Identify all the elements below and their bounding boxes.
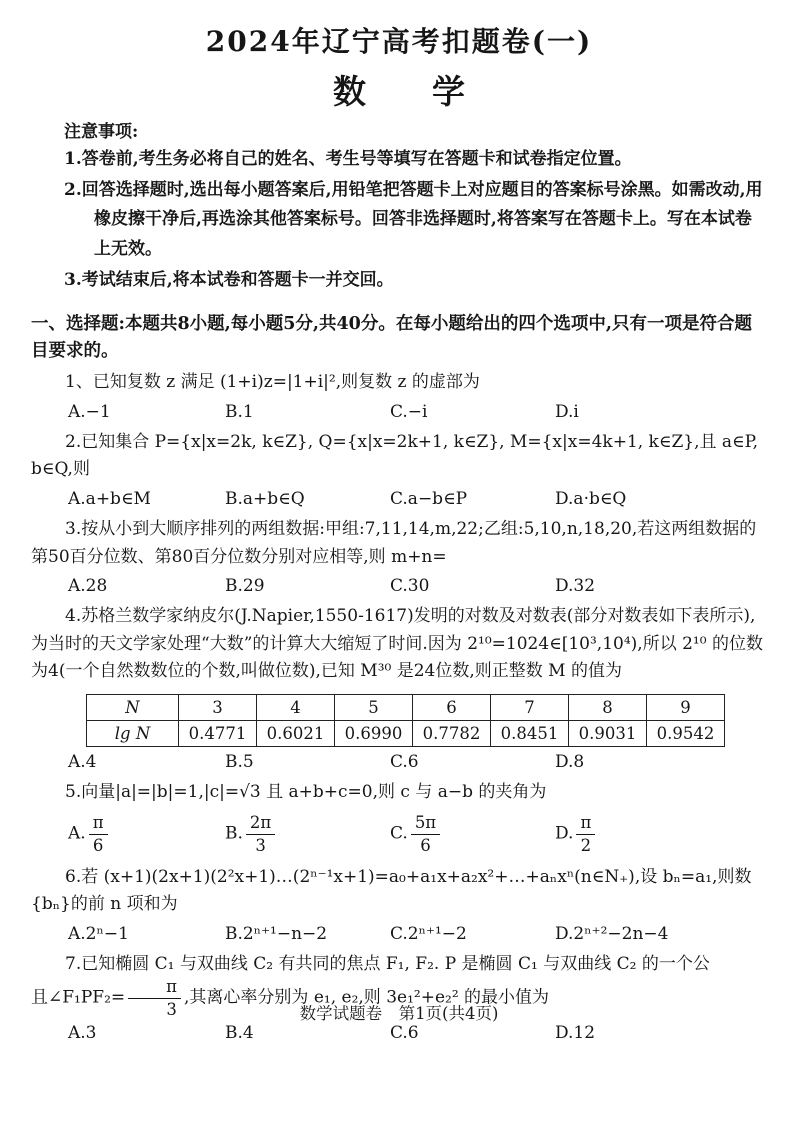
option-label: C. — [390, 823, 408, 844]
table-cell: 0.6021 — [257, 720, 335, 746]
q5-option-a — [68, 814, 225, 854]
q2-option-c: C.a−b∈P — [390, 489, 468, 510]
question-7-options — [31, 1023, 767, 1043]
table-cell: 3 — [179, 694, 257, 720]
table-cell: 6 — [413, 694, 491, 720]
notice-item-1: 1.答卷前,考生务必将自己的姓名、考生号等填写在答题卡和试卷指定位置。 — [64, 149, 632, 169]
question-2-options — [31, 489, 767, 509]
q6-option-a: A.2ⁿ−1 — [68, 923, 129, 944]
q1-option-a: A.−1 — [68, 401, 111, 422]
q5-option-b — [225, 814, 390, 854]
q3-option-c: C.30 — [390, 576, 430, 597]
page-title: 2024年辽宁高考扣题卷(一) — [205, 25, 593, 58]
q7-stem-line1: 7.已知椭圆 C₁ 与双曲线 C₂ 有共同的焦点 F₁, F₂. P 是椭圆 C₁ 与双曲线 C₂ 的一个公 — [65, 953, 710, 974]
fraction: $\frac{5\pi}{6}$ — [411, 814, 440, 854]
question-3-options — [31, 576, 767, 596]
q5-option-c — [390, 814, 555, 854]
question-6-stem: 6.若 (x+1)(2x+1)(2²x+1)…(2ⁿ⁻¹x+1)=a₀+a₁x+a₂x²+…+aₙxⁿ(n∈N₊),设 bₙ=a₁,则数{bₙ}的前 n 项和为 — [31, 866, 752, 915]
table-cell: N — [87, 694, 179, 720]
question-4-stem: 4.苏格兰数学家纳皮尔(J.Napier,1550-1617)发明的对数及对数表(部分对数表如下表所示),为当时的天文学家处理“大数”的计算大大缩短了时间.因为 2¹⁰=1024∈[10³,10⁴),所以 2¹⁰ 的位数为4(一个自然数数位的个数,叫做位数),已知 M³⁰ 是24位数,则正整数 M 的值为 — [31, 606, 763, 682]
q2-option-a: A.a+b∈M — [68, 489, 151, 510]
q1-option-b: B.1 — [225, 401, 254, 422]
q3-option-b: B.29 — [225, 576, 265, 597]
q5-option-d — [555, 814, 767, 854]
question-1-stem: 1、已知复数 z 满足 (1+i)z=|1+i|²,则复数 z 的虚部为 — [65, 372, 480, 393]
option-label: D. — [555, 823, 574, 844]
q6-option-c: C.2ⁿ⁺¹−2 — [390, 923, 467, 944]
option-label: A. — [68, 823, 86, 844]
q3-option-d: D.32 — [555, 576, 596, 597]
table-cell: 0.8451 — [491, 720, 569, 746]
q6-option-b: B.2ⁿ⁺¹−n−2 — [225, 923, 328, 944]
q4-option-d: D.8 — [555, 751, 585, 772]
table-cell: 5 — [335, 694, 413, 720]
q4-option-a: A.4 — [68, 751, 97, 772]
log-table — [86, 694, 725, 747]
fraction: $\frac{\pi}{3}$ — [128, 978, 181, 1018]
q3-option-a: A.28 — [68, 576, 108, 597]
q7-option-c: C.6 — [390, 1023, 419, 1044]
table-cell: 0.4771 — [179, 720, 257, 746]
question-1-options — [31, 402, 767, 422]
q7-option-b: B.4 — [225, 1023, 254, 1044]
q4-option-c: C.6 — [390, 751, 419, 772]
table-cell: 4 — [257, 694, 335, 720]
section-1-heading: 一、选择题:本题共8小题,每小题5分,共40分。在每小题给出的四个选项中,只有一项是符合题目要求的。 — [31, 314, 752, 362]
notice-item-2: 2.回答选择题时,选出每小题答案后,用铅笔把答题卡上对应题目的答案标号涂黑。如需改动,用橡皮擦干净后,再选涂其他答案标号。回答非选择题时,将答案写在答题卡上。写在本试卷上无效。 — [64, 180, 763, 259]
subject-title: 数 学 — [333, 72, 465, 111]
table-cell: 0.9542 — [647, 720, 725, 746]
log-table-value-row — [87, 720, 725, 746]
notice-item-3: 3.考试结束后,将本试卷和答题卡一并交回。 — [64, 269, 394, 290]
question-5-options — [31, 814, 767, 854]
q2-option-d: D.a·b∈Q — [555, 489, 627, 510]
log-table-header-row — [87, 694, 725, 720]
table-cell: 8 — [569, 694, 647, 720]
fraction: $\frac{\pi}{2}$ — [576, 814, 595, 854]
q7-stem-line2-pre: 且∠F₁PF₂= — [31, 987, 126, 1008]
fraction: $\frac{\pi}{6}$ — [89, 814, 108, 854]
page-footer: 数学试题卷 第1页(共4页) — [299, 1004, 499, 1023]
q1-option-d: D.i — [555, 401, 579, 422]
option-label: B. — [225, 823, 243, 844]
q4-option-b: B.5 — [225, 751, 254, 772]
question-5-stem: 5.向量|a|=|b|=1,|c|=√3 且 a+b+c=0,则 c 与 a−b 的夹角为 — [65, 781, 547, 802]
q2-option-b: B.a+b∈Q — [225, 489, 305, 510]
q6-option-d: D.2ⁿ⁺²−2n−4 — [555, 923, 669, 944]
q7-option-a: A.3 — [68, 1023, 97, 1044]
table-cell: lg N — [87, 720, 179, 746]
notice-heading: 注意事项: — [64, 122, 139, 142]
table-cell: 0.6990 — [335, 720, 413, 746]
q7-option-d: D.12 — [555, 1023, 596, 1044]
table-cell: 9 — [647, 694, 725, 720]
fraction: $\frac{2\pi}{3}$ — [246, 814, 275, 854]
question-3-stem: 3.按从小到大顺序排列的两组数据:甲组:7,11,14,m,22;乙组:5,10,n,18,20,若这两组数据的第50百分位数、第80百分位数分别对应相等,则 m+n= — [31, 519, 757, 567]
question-6-options — [31, 924, 767, 944]
table-cell: 0.9031 — [569, 720, 647, 746]
q1-option-c: C.−i — [390, 401, 428, 422]
q7-stem-line2-post: ,其离心率分别为 e₁, e₂,则 3e₁²+e₂² 的最小值为 — [184, 987, 550, 1008]
question-4-options — [31, 752, 767, 772]
table-cell: 0.7782 — [413, 720, 491, 746]
question-2-stem: 2.已知集合 P={x|x=2k, k∈Z}, Q={x|x=2k+1, k∈Z}, M={x|x=4k+1, k∈Z},且 a∈P, b∈Q,则 — [31, 431, 758, 480]
table-cell: 7 — [491, 694, 569, 720]
